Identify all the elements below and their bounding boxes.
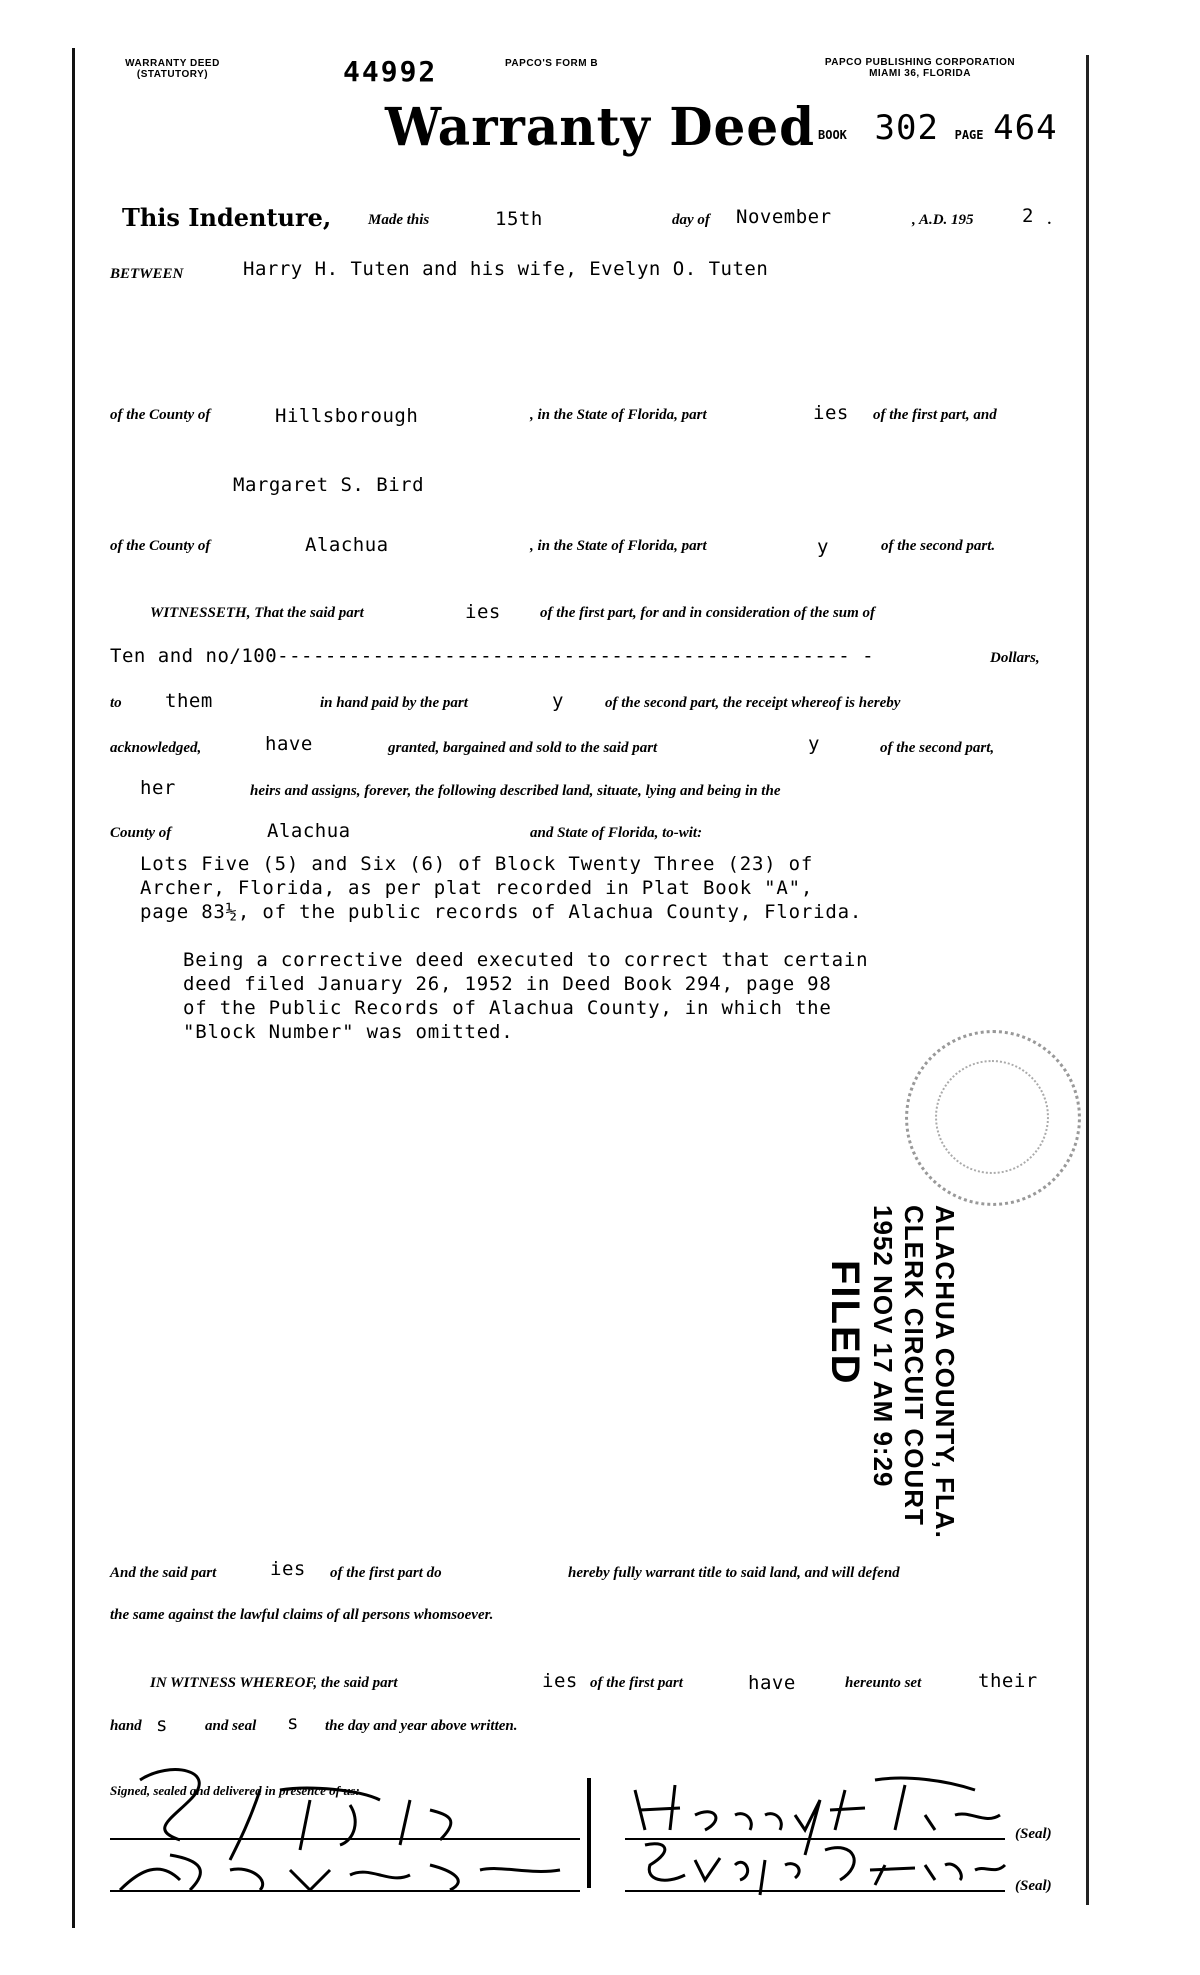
witness-first-part: of the first part [590,1675,683,1691]
witness-lead: IN WITNESS WHEREOF, the said part [150,1675,398,1691]
consideration-amount: Ten and no/100------------------------------------------------ - [110,645,875,667]
have-field: have [265,733,313,755]
stamp-filed: FILED [823,1260,867,1386]
made-this-label: Made this [368,212,430,228]
grantor1-signature [635,1778,1000,1855]
day-of-label: day of [672,212,710,228]
corrective-line-1: Being a corrective deed executed to correct that certain [183,949,869,971]
between-label: BETWEEN [110,266,184,282]
grantee-county-field: Alachua [305,534,389,556]
publisher-line2: MIAMI 36, FLORIDA [869,68,971,79]
warranty-text: hereby fully warrant title to said land, and will defend [568,1565,900,1581]
paid-end-label: of the second part, the receipt whereof is hereby [605,695,901,711]
filing-stamp [822,1145,960,1539]
legal-line-1: Lots Five (5) and Six (6) of Block Twenty Three (23) of [140,853,814,875]
warranty-suffix: ies [270,1558,306,1580]
witness-their: their [978,1670,1038,1692]
form-type-line2: (STATUTORY) [136,69,209,80]
witness-hand: hand [110,1718,142,1734]
witness-suffix: ies [542,1670,578,1692]
land-county-field: Alachua [267,820,351,842]
witness2-signature [120,1855,560,1890]
warranty-line2: the same against the lawful claims of all persons whomsoever. [110,1607,494,1623]
first-party-county-label: of the County of [110,407,211,423]
signature-brace [587,1778,591,1888]
witnesseth-suffix: ies [465,601,501,623]
witness-signatures [110,1760,580,1900]
first-party-state-label: , in the State of Florida, part [530,407,707,423]
form-name: PAPCO'S FORM B [505,58,599,69]
deed-title: Warranty Deed [385,95,816,158]
witness-seal: and seal [205,1718,257,1734]
grantee-end-label: of the second part. [881,538,996,554]
warranty-lead: And the said part [110,1565,217,1581]
witness-seal-s: s [287,1712,299,1734]
grantor2-signature [645,1844,1005,1895]
publisher-line1: PAPCO PUBLISHING CORPORATION [824,57,1016,68]
to-label: to [110,695,122,711]
county-of-label: County of [110,825,172,841]
grantors-field: Harry H. Tuten and his wife, Evelyn O. Tuten [243,258,769,280]
legal-description [140,852,862,924]
corrective-line-4: "Block Number" was omitted. [183,1021,514,1043]
witness-hereunto: hereunto set [845,1675,922,1691]
left-border [72,48,75,1928]
stamp-county: ALACHUA COUNTY, FLA. [930,1205,960,1539]
stamp-clerk: CLERK CIRCUIT COURT [899,1205,929,1526]
publisher [785,57,1055,79]
indenture-heading: This Indenture, [122,203,332,232]
grantee-name-field: Margaret S. Bird [233,474,425,496]
book-number: 302 [874,108,939,148]
land-state-label: and State of Florida, to-wit: [530,825,703,841]
year-digit-field: 2 [1022,205,1034,227]
to-whom-field: them [165,690,213,712]
paid-suffix: y [552,690,564,712]
grantee-suffix: y [817,536,829,558]
granted-end-label: of the second part, [880,740,995,756]
witness1-signature [140,1770,451,1860]
first-party-suffix: ies [813,402,849,424]
form-type-line1: WARRANTY DEED [125,58,220,69]
legal-line-3: page 83½, of the public records of Alachua County, Florida. [140,901,863,923]
page-label: PAGE [954,128,984,142]
month-field: November [736,206,832,228]
dollars-label: Dollars, [990,650,1040,666]
first-party-county-field: Hillsborough [275,405,419,427]
corrective-note [183,948,868,1044]
grantor-signatures [625,1770,1015,1900]
ad-period: . [1048,212,1052,228]
day-field: 15th [495,208,543,230]
witness-hand-s: s [156,1714,168,1736]
page-number: 464 [993,108,1058,148]
book-label: BOOK [818,128,847,142]
signed-delivered-label: Signed, sealed and delivered in presence of us: [110,1783,360,1798]
grantee-state-label: , in the State of Florida, part [530,538,707,554]
witnesseth-lead: WITNESSETH, That the said part [150,605,364,621]
form-type-label [100,58,245,80]
ad-label: , A.D. 195 [912,212,974,228]
heirs-label: heirs and assigns, forever, the following described land, situate, lying and being in the [250,783,781,799]
legal-line-2: Archer, Florida, as per plat recorded in Plat Book "A", [140,877,814,899]
right-border [1086,55,1089,1905]
seal-label-2: (Seal) [1015,1878,1052,1894]
corrective-line-2: deed filed January 26, 1952 in Deed Book 294, page 98 [183,973,832,995]
corrective-line-3: of the Public Records of Alachua County, in which the [183,997,832,1019]
warranty-first-part: of the first part do [330,1565,442,1581]
witness-have: have [748,1672,796,1694]
form-number: 44992 [343,55,438,88]
stamp-date: 1952 NOV 17 AM 9:29 [868,1205,898,1488]
her-field: her [140,777,176,799]
seal-label-1: (Seal) [1015,1826,1052,1842]
witness-end: the day and year above written. [325,1718,518,1734]
witnesseth-text: of the first part, for and in consideration of the sum of [540,605,876,621]
granted-suffix: y [808,733,820,755]
paid-label: in hand paid by the part [320,695,468,711]
first-party-end-label: of the first part, and [873,407,997,423]
acknowledged-label: acknowledged, [110,740,202,756]
granted-label: granted, bargained and sold to the said part [388,740,658,756]
grantee-county-label: of the County of [110,538,211,554]
book-page-reference [818,108,1058,148]
